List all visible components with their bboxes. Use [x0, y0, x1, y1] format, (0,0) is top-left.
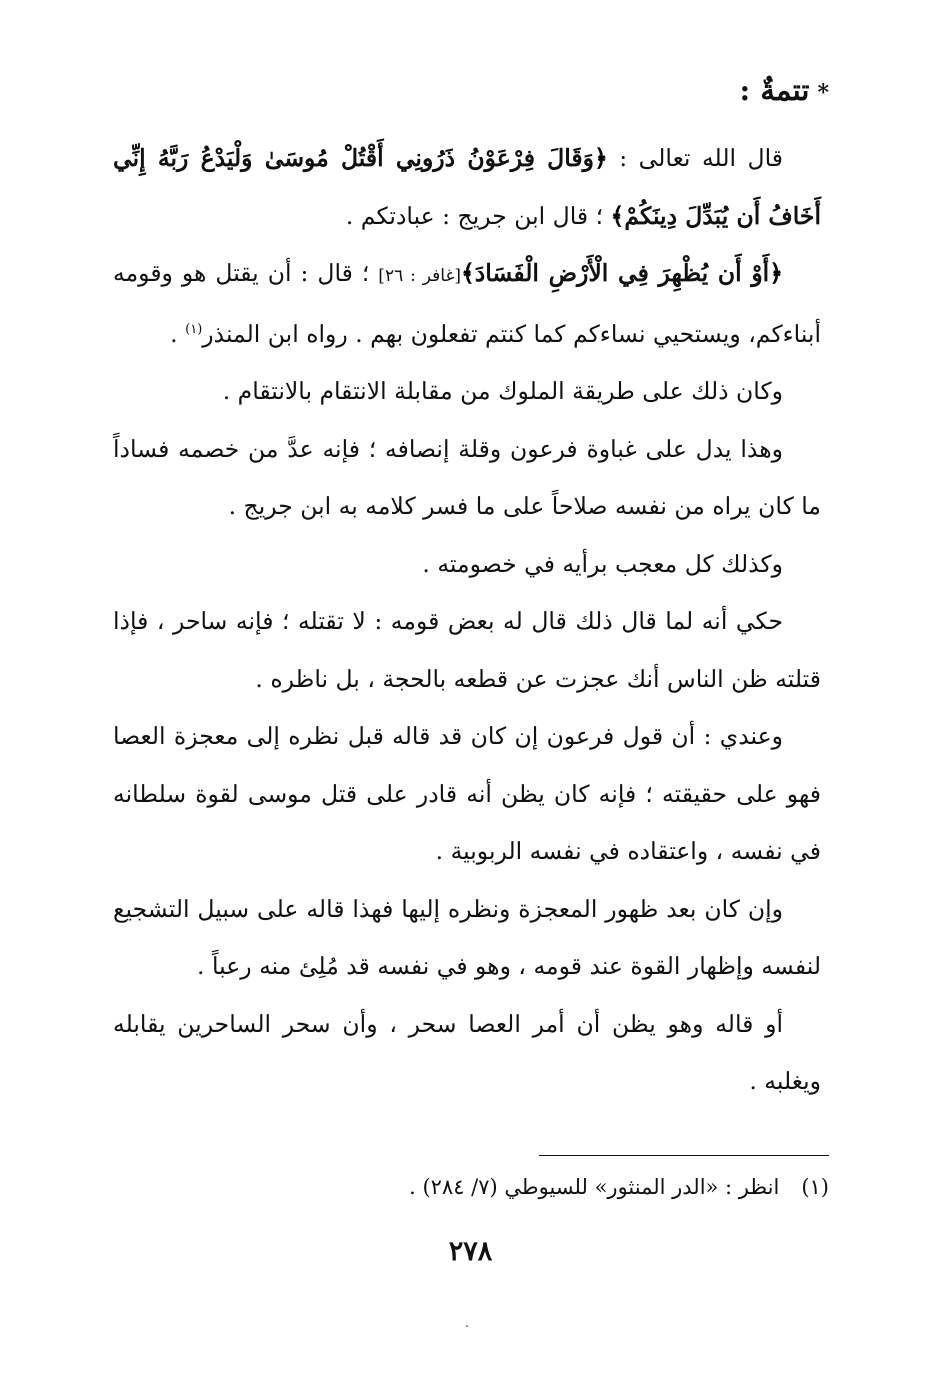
heading-title: تتمةٌ :: [739, 73, 810, 107]
paragraph-7: وعندي : أن قول فرعون إن كان قد قاله قبل نظره إلى معجزة العصا فهو على حقيقته ؛ فإنه كان يظن أنه قادر على قتل موسى لقوة سلطانه في نفسه ، واعتقاده في نفسه الربوبية .: [113, 722, 821, 865]
footnote-divider: [539, 1155, 829, 1156]
paragraph-2-rest: ؛ قال : أن يقتل هو وقومه أبناءكم، ويستحيي نساءكم كما كنتم تفعلون بهم . رواه ابن المنذر: [113, 259, 821, 348]
footnote: [119, 1170, 829, 1204]
paragraph-3: وكان ذلك على طريقة الملوك من مقابلة الانتقام بالانتقام .: [222, 377, 783, 405]
paragraph-5: وكذلك كل معجب برأيه في خصومته .: [422, 549, 783, 578]
heading-bullet: *: [817, 80, 829, 106]
quran-close-bracket: ﴾: [610, 201, 625, 230]
paragraph-2-end: .: [170, 319, 186, 348]
footnote-marker[interactable]: (١): [185, 321, 203, 337]
paragraph-4: وهذا يدل على غباوة فرعون وقلة إنصافه ؛ فإنه عدَّ من خصمه فساداً ما كان يراه من نفسه صلاحاً على ما فسر كلامه به ابن جريج .: [113, 434, 821, 520]
verse-reference: [غافر : ٢٦]: [378, 266, 461, 286]
paragraph-8: وإن كان بعد ظهور المعجزة ونظره إليها فهذا قاله على سبيل التشجيع لنفسه وإظهار القوة عند قومه ، وهو في نفسه قد مُلِئ منه رعباً .: [113, 894, 821, 980]
page-number: ٢٧٨: [448, 1236, 493, 1267]
paragraph-1-rest: ؛ قال ابن جريج : عبادتكم .: [345, 201, 611, 230]
quran-verse-2: أَوْ أَن يُظْهِرَ فِي الْأَرْضِ الْفَسَادَ: [474, 259, 770, 287]
paragraph-1-intro: قال الله تعالى :: [607, 144, 783, 172]
paragraph-1: [113, 130, 821, 245]
scan-speck: [466, 1325, 468, 1327]
paragraph-9: أو قاله وهو يظن أن أمر العصا سحر ، وأن سحر الساحرين يقابله ويغلبه .: [113, 1009, 821, 1095]
footnote-number: (١): [801, 1175, 829, 1199]
footnote-text: انظر : «الدر المنثور» للسيوطي (٧/ ٢٨٤) .: [409, 1175, 780, 1199]
section-heading: [740, 70, 829, 113]
quran-open-bracket: ﴿: [769, 259, 783, 287]
main-text: [113, 130, 821, 1111]
quran-close-bracket: ﴾: [460, 259, 475, 287]
paragraph-6: حكي أنه لما قال ذلك قال له بعض قومه : لا تقتله ؛ فإنه ساحر ، فإذا قتلته ظن الناس أنك عجزت عن قطعه بالحجة ، بل ناظره .: [113, 607, 821, 693]
quran-open-bracket: ﴿: [593, 144, 608, 172]
quran-verse-1: وَقَالَ فِرْعَوْنُ ذَرُونِي أَقْتُلْ مُوسَىٰ وَلْيَدْعُ رَبَّهُ إِنِّي أَخَافُ أَن يُبَدِّلَ دِينَكُمْ: [113, 144, 821, 230]
paragraph-2: [113, 245, 821, 363]
